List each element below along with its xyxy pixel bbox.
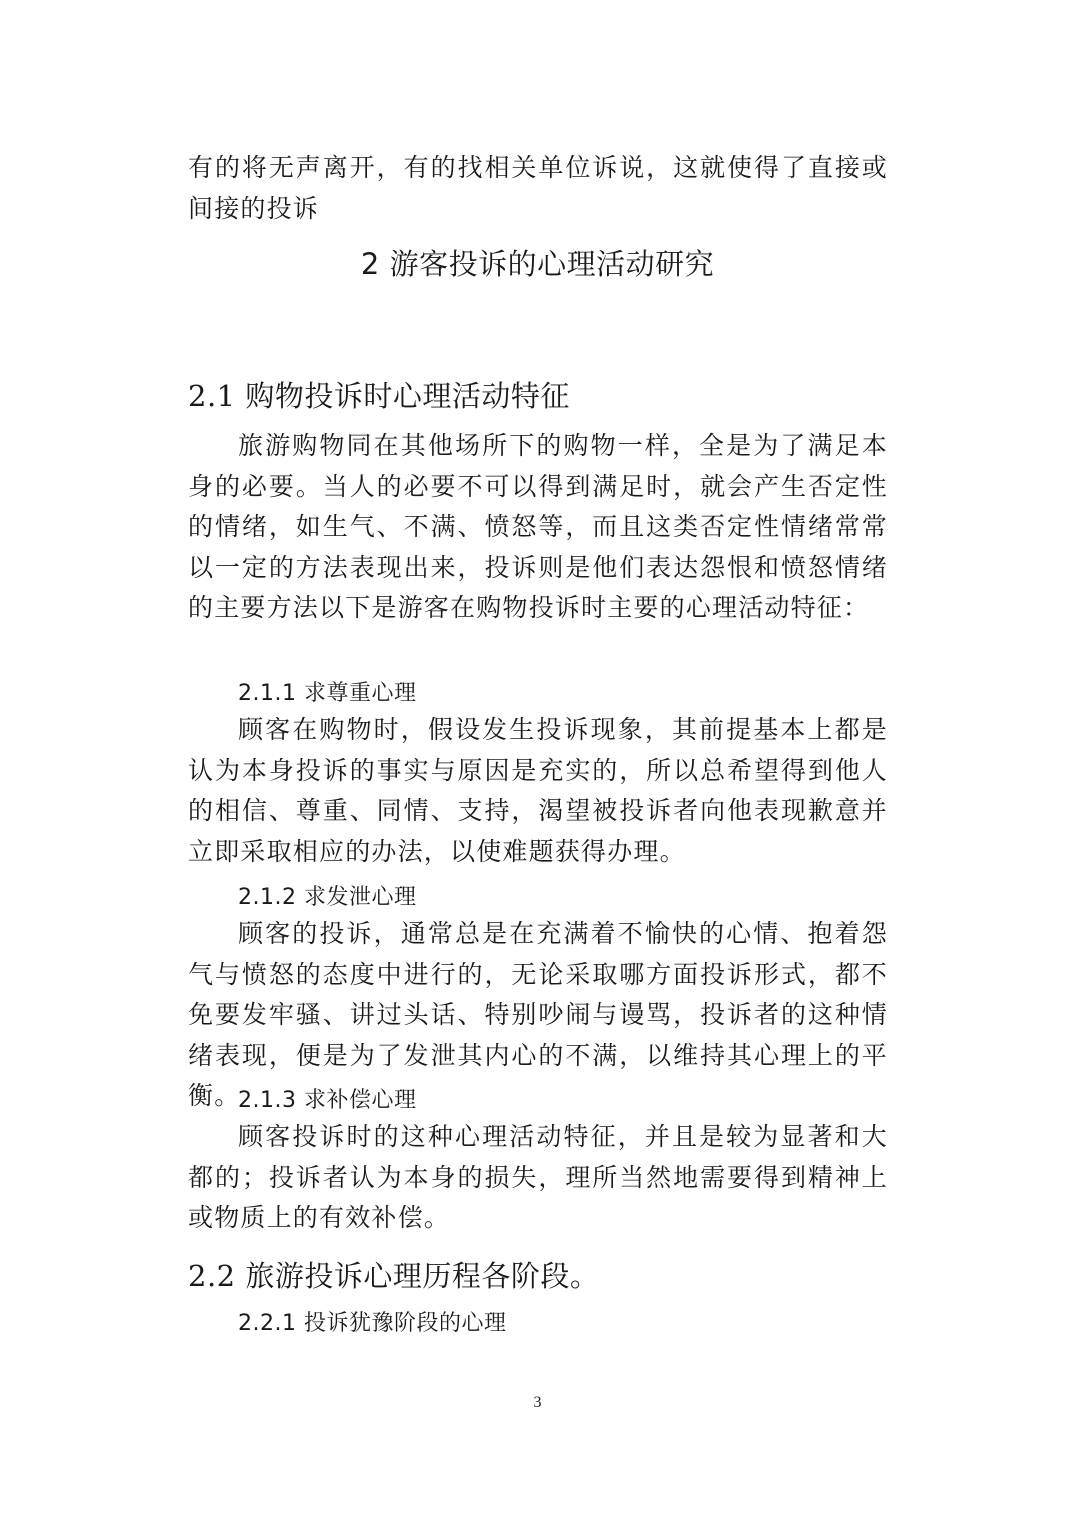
section-2-1-2-paragraph: 顾客的投诉，通常总是在充满着不愉快的心情、抱着怨气与愤怒的态度中进行的，无论采取哪方面投诉形式，都不免要发牢骚、讲过头话、特别吵闹与谩骂，投诉者的这种情绪表现，便是为了发泄其内心的不满，以维持其心理上的平衡。 (188, 919, 888, 1111)
section-2-1-3-paragraph: 顾客投诉时的这种心理活动特征，并且是较为显著和大都的；投诉者认为本身的损失，理所当然地需要得到精神上或物质上的有效补偿。 (188, 1122, 888, 1233)
section-2-1-2-heading: 2.1.2 求发泄心理 (238, 885, 417, 910)
section-2-1-paragraph: 旅游购物同在其他场所下的购物一样，全是为了满足本身的必要。当人的必要不可以得到满足时，就会产生否定性的情绪，如生气、不满、愤怒等，而且这类否定性情绪常常以一定的方法表现出来，投诉则是他们表达怨恨和愤怒情绪的主要方法以下是游客在购物投诉时主要的心理活动特征： (188, 431, 888, 623)
chapter-title: 2 游客投诉的心理活动研究 (360, 247, 715, 281)
section-2-1-1-body (188, 710, 888, 872)
section-2-1-heading: 2.1 购物投诉时心理活动特征 (188, 379, 570, 413)
section-2-1-1-paragraph: 顾客在购物时，假设发生投诉现象，其前提基本上都是认为本身投诉的事实与原因是充实的，所以总希望得到他人的相信、尊重、同情、支持，渴望被投诉者向他表现歉意并立即采取相应的办法，以使难题获得办理。 (188, 715, 888, 866)
page-number: 3 (533, 1394, 542, 1411)
intro-paragraph-block (188, 148, 888, 229)
section-2-2-1-heading: 2.2.1 投诉犹豫阶段的心理 (238, 1311, 507, 1336)
section-2-1-3-body (188, 1117, 888, 1239)
section-2-1-3-heading: 2.1.3 求补偿心理 (238, 1088, 417, 1113)
intro-paragraph: 有的将无声离开，有的找相关单位诉说，这就使得了直接或间接的投诉 (188, 153, 888, 223)
section-2-1-body (188, 426, 888, 629)
section-2-1-1-heading: 2.1.1 求尊重心理 (238, 681, 417, 706)
section-2-2-heading: 2.2 旅游投诉心理历程各阶段。 (188, 1259, 600, 1293)
